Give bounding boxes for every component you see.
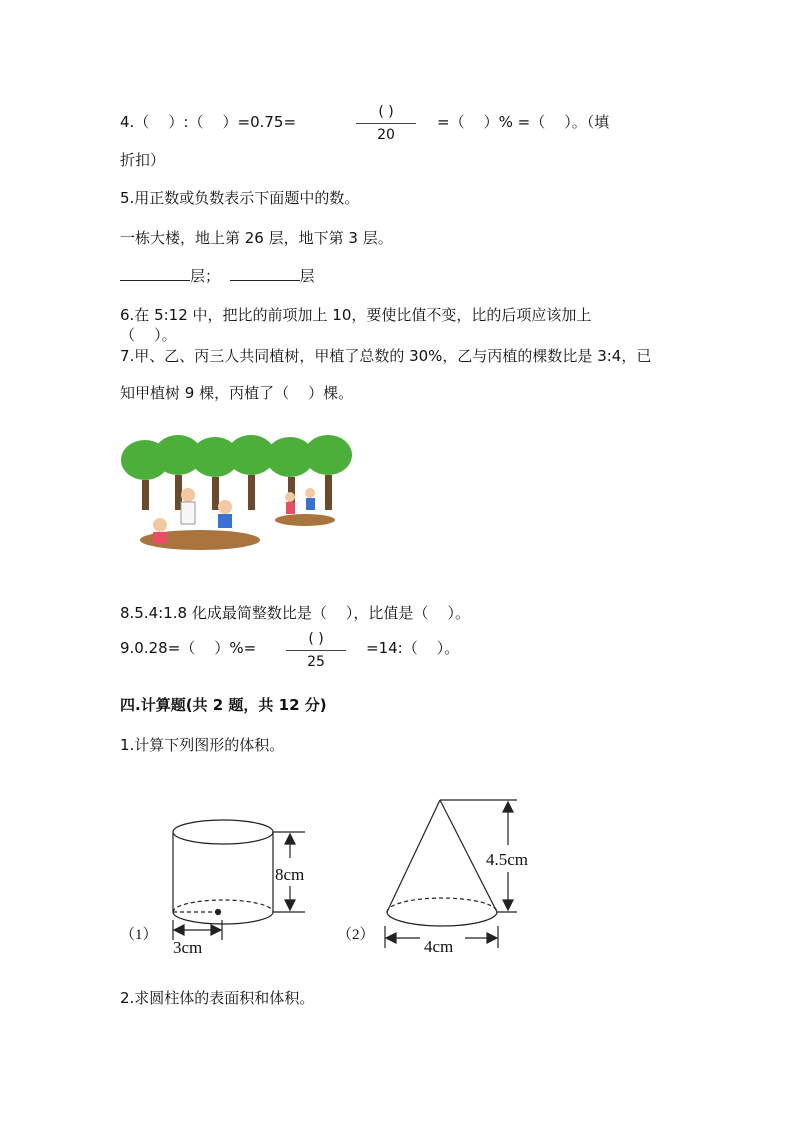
tree-canopy-icon bbox=[121, 435, 352, 480]
q9-fraction-denominator: 25 bbox=[307, 654, 325, 670]
section-heading: 四.计算题(共 2 题，共 12 分) bbox=[120, 696, 327, 714]
q4-continuation: 折扣） bbox=[120, 151, 166, 169]
cylinder-height-label: 8cm bbox=[275, 865, 305, 884]
q5-blank2-suffix: 层 bbox=[299, 267, 315, 285]
section4-q2: 2.求圆柱体的表面积和体积。 bbox=[120, 989, 315, 1007]
section4-q1: 1.计算下列图形的体积。 bbox=[120, 736, 285, 754]
volume-figures bbox=[115, 790, 555, 970]
q5-blank1-suffix: 层； bbox=[190, 267, 221, 285]
ground-icon bbox=[140, 514, 335, 550]
q9-pre: 9.0.28=（ ）%= bbox=[120, 639, 257, 657]
q9-post: =14:（ ）。 bbox=[366, 639, 460, 657]
q7-line1: 7.甲、乙、丙三人共同植树，甲植了总数的 30%，乙与丙植的棵数比是 3:4，已 bbox=[120, 347, 652, 365]
q9-fraction bbox=[286, 630, 346, 671]
tree-planting-children-illustration bbox=[120, 435, 360, 555]
q7-line2: 知甲植树 9 棵，丙植了（ ）棵。 bbox=[120, 384, 354, 402]
answer-blank-2[interactable] bbox=[230, 266, 300, 281]
answer-blank-1[interactable] bbox=[120, 266, 190, 281]
q4-pre: 4.（ ）:（ ）=0.75= bbox=[120, 113, 297, 131]
cone-figure bbox=[385, 800, 517, 948]
q4-fraction-denominator: 20 bbox=[377, 127, 395, 143]
cylinder-label: （1） bbox=[120, 927, 158, 943]
q4-fraction-numerator: ( ) bbox=[378, 104, 394, 120]
q5-text: 一栋大楼，地上第 26 层，地下第 3 层。 bbox=[120, 229, 393, 247]
q6-line1: 6.在 5:12 中，把比的前项加上 10，要使比值不变，比的后项应该加上 bbox=[120, 306, 592, 324]
q8-line: 8.5.4:1.8 化成最简整数比是（ ），比值是（ ）。 bbox=[120, 604, 470, 622]
q5-answer-line bbox=[120, 266, 315, 286]
q4-fraction bbox=[356, 103, 416, 144]
cone-diameter-label: 4cm bbox=[424, 937, 454, 956]
q6-line2: （ ）。 bbox=[120, 326, 177, 344]
q9-fraction-numerator: ( ) bbox=[308, 631, 324, 647]
q5-title: 5.用正数或负数表示下面题中的数。 bbox=[120, 189, 360, 207]
cylinder-radius-label: 3cm bbox=[173, 938, 203, 957]
q4-line bbox=[120, 112, 296, 132]
fraction-bar bbox=[286, 650, 346, 651]
cone-label: （2） bbox=[337, 927, 375, 943]
tree-trunks-icon bbox=[142, 475, 332, 510]
q4-post: =（ ）% =（ ）。（填 bbox=[437, 113, 610, 131]
fraction-bar bbox=[356, 123, 416, 124]
cone-height-label: 4.5cm bbox=[486, 850, 529, 869]
